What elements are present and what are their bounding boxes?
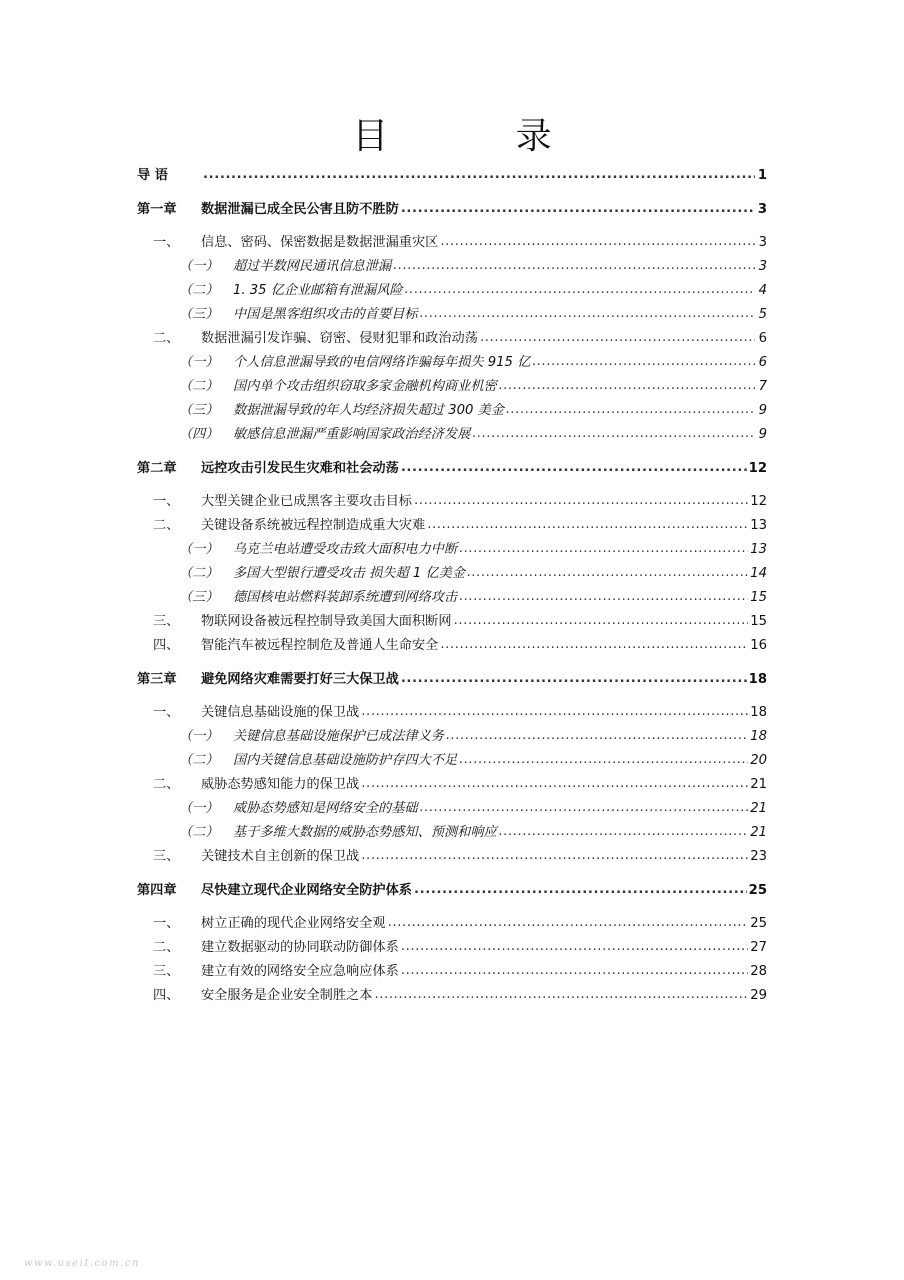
toc-entry-number: 一、 xyxy=(153,705,180,720)
toc-entry-number: 三、 xyxy=(153,614,180,629)
toc-chapter-entry[interactable] xyxy=(137,664,767,688)
toc-page-number: 12 xyxy=(750,494,767,509)
toc-entry-number: （二） xyxy=(179,566,219,581)
toc-section-entry[interactable] xyxy=(137,630,767,654)
toc-page-number: 20 xyxy=(750,753,767,768)
toc-dot-leader xyxy=(506,403,755,419)
toc-entry-title: 1. 35 亿企业邮箱有泄漏风险 xyxy=(233,283,403,298)
toc-dot-leader xyxy=(459,542,748,558)
toc-chapter-entry[interactable] xyxy=(137,194,767,218)
toc-dot-leader xyxy=(405,283,755,299)
toc-entry-number: 二、 xyxy=(153,518,180,533)
toc-page-number: 25 xyxy=(750,916,767,931)
toc-section-entry[interactable] xyxy=(137,932,767,956)
toc-dot-leader xyxy=(361,705,748,721)
toc-dot-leader xyxy=(361,849,748,865)
toc-entry-number: （二） xyxy=(179,753,219,768)
toc-subsection-entry[interactable] xyxy=(137,275,767,299)
toc-entry-number: 二、 xyxy=(153,777,180,792)
toc-entry-title: 敏感信息泄漏严重影响国家政治经济发展 xyxy=(233,427,471,442)
toc-entry-title: 中国是黑客组织攻击的首要目标 xyxy=(233,307,418,322)
toc-subsection-entry[interactable] xyxy=(137,251,767,275)
toc-entry-number: （一） xyxy=(179,259,219,274)
toc-entry-number: 三、 xyxy=(153,964,180,979)
toc-entry-number: （二） xyxy=(179,283,219,298)
toc-dot-leader xyxy=(393,259,755,275)
toc-dot-leader xyxy=(480,331,755,347)
toc-page-number: 18 xyxy=(750,705,767,720)
toc-section-entry[interactable] xyxy=(137,769,767,793)
toc-entry-title: 智能汽车被远程控制危及普通人生命安全 xyxy=(201,638,439,653)
toc-page-number: 9 xyxy=(758,427,767,442)
toc-entry-number: （二） xyxy=(179,379,219,394)
toc-subsection-entry[interactable] xyxy=(137,558,767,582)
toc-subsection-entry[interactable] xyxy=(137,817,767,841)
toc-subsection-entry[interactable] xyxy=(137,793,767,817)
toc-dot-leader xyxy=(401,940,748,956)
toc-section-entry[interactable] xyxy=(137,841,767,865)
toc-entry-number: 二、 xyxy=(153,331,180,346)
toc-page-number: 15 xyxy=(750,590,767,605)
toc-entry-title: 威胁态势感知是网络安全的基础 xyxy=(233,801,418,816)
table-of-contents xyxy=(137,160,767,1004)
toc-entry-title: 尽快建立现代企业网络安全防护体系 xyxy=(201,883,412,898)
toc-page-number: 16 xyxy=(750,638,767,653)
toc-section-entry[interactable] xyxy=(137,486,767,510)
toc-page-number: 6 xyxy=(758,355,767,370)
toc-subsection-entry[interactable] xyxy=(137,299,767,323)
page-title: 目 录 xyxy=(352,116,610,157)
toc-page-number: 13 xyxy=(750,518,767,533)
toc-dot-leader xyxy=(203,168,755,184)
toc-subsection-entry[interactable] xyxy=(137,371,767,395)
toc-section-entry[interactable] xyxy=(137,323,767,347)
toc-entry-number: （四） xyxy=(179,427,219,442)
toc-page-number: 18 xyxy=(748,672,767,687)
toc-dot-leader xyxy=(401,202,755,218)
toc-entry-title: 基于多维大数据的威胁态势感知、预测和响应 xyxy=(233,825,497,840)
toc-dot-leader xyxy=(499,825,748,841)
toc-entry-number: 一、 xyxy=(153,235,180,250)
toc-dot-leader xyxy=(440,235,755,251)
toc-entry-number: （一） xyxy=(179,729,219,744)
watermark: www.useit.com.cn xyxy=(24,1258,140,1269)
toc-entry-title: 避免网络灾难需要打好三大保卫战 xyxy=(201,672,399,687)
toc-dot-leader xyxy=(532,355,755,371)
toc-page-number: 29 xyxy=(750,988,767,1003)
toc-dot-leader xyxy=(420,307,755,323)
toc-entry-title: 建立数据驱动的协同联动防御体系 xyxy=(201,940,399,955)
toc-entry-number: （三） xyxy=(179,590,219,605)
toc-entry-number: （一） xyxy=(179,801,219,816)
toc-dot-leader xyxy=(374,988,748,1004)
toc-page-number: 23 xyxy=(750,849,767,864)
toc-dot-leader xyxy=(446,729,748,745)
toc-entry-number: 四、 xyxy=(153,988,180,1003)
toc-entry-number: 一、 xyxy=(153,494,180,509)
toc-page-number: 3 xyxy=(757,202,767,217)
toc-subsection-entry[interactable] xyxy=(137,419,767,443)
toc-page-number: 6 xyxy=(758,331,767,346)
toc-dot-leader xyxy=(401,964,748,980)
toc-entry-title: 远控攻击引发民生灾难和社会动荡 xyxy=(201,461,399,476)
toc-entry-number: 二、 xyxy=(153,940,180,955)
toc-subsection-entry[interactable] xyxy=(137,582,767,606)
toc-page-number: 9 xyxy=(758,403,767,418)
toc-entry-number: （三） xyxy=(179,403,219,418)
toc-entry-title: 关键设备系统被远程控制造成重大灾难 xyxy=(201,518,426,533)
toc-entry-title: 数据泄漏已成全民公害且防不胜防 xyxy=(201,202,399,217)
toc-page-number: 21 xyxy=(750,825,767,840)
toc-entry-number: 三、 xyxy=(153,849,180,864)
toc-entry-title: 数据泄漏导致的年人均经济损失超过 300 美金 xyxy=(233,403,504,418)
toc-entry-number: （二） xyxy=(179,825,219,840)
toc-section-entry[interactable] xyxy=(137,697,767,721)
toc-section-entry[interactable] xyxy=(137,510,767,534)
toc-entry-number: 一、 xyxy=(153,916,180,931)
toc-subsection-entry[interactable] xyxy=(137,347,767,371)
toc-entry-number: 第三章 xyxy=(137,672,177,687)
toc-entry-title: 大型关键企业已成黑客主要攻击目标 xyxy=(201,494,412,509)
toc-dot-leader xyxy=(459,590,748,606)
toc-subsection-entry[interactable] xyxy=(137,395,767,419)
toc-page-number: 21 xyxy=(750,777,767,792)
toc-dot-leader xyxy=(414,883,747,899)
toc-dot-leader xyxy=(427,518,748,534)
toc-section-entry[interactable] xyxy=(137,908,767,932)
toc-dot-leader xyxy=(454,614,749,630)
toc-entry-title: 超过半数网民通讯信息泄漏 xyxy=(233,259,392,274)
toc-page-number: 1 xyxy=(757,168,767,183)
toc-subsection-entry[interactable] xyxy=(137,745,767,769)
toc-entry-title: 树立正确的现代企业网络安全观 xyxy=(201,916,386,931)
toc-page-number: 25 xyxy=(748,883,767,898)
toc-section-entry[interactable] xyxy=(137,227,767,251)
toc-entry-title: 关键信息基础设施的保卫战 xyxy=(201,705,360,720)
toc-section-entry[interactable] xyxy=(137,980,767,1004)
toc-page-number: 3 xyxy=(758,259,767,274)
toc-page-number: 27 xyxy=(750,940,767,955)
toc-entry-title: 乌克兰电站遭受攻击致大面积电力中断 xyxy=(233,542,458,557)
toc-entry-title: 物联网设备被远程控制导致美国大面积断网 xyxy=(201,614,452,629)
toc-entry-title: 多国大型银行遭受攻击 损失超 1 亿美金 xyxy=(233,566,465,581)
toc-dot-leader xyxy=(401,672,747,688)
toc-entry-number: 导 语 xyxy=(137,168,168,183)
toc-entry-number: （一） xyxy=(179,355,219,370)
toc-dot-leader xyxy=(499,379,755,395)
toc-entry-number: （一） xyxy=(179,542,219,557)
toc-page-number: 4 xyxy=(758,283,767,298)
toc-entry-title: 数据泄漏引发诈骗、窃密、侵财犯罪和政治动荡 xyxy=(201,331,478,346)
toc-dot-leader xyxy=(388,916,749,932)
toc-entry-title: 关键技术自主创新的保卫战 xyxy=(201,849,360,864)
toc-page-number: 21 xyxy=(750,801,767,816)
toc-section-entry[interactable] xyxy=(137,606,767,630)
toc-entry-number: 四、 xyxy=(153,638,180,653)
toc-page-number: 15 xyxy=(750,614,767,629)
toc-entry-title: 威胁态势感知能力的保卫战 xyxy=(201,777,360,792)
toc-subsection-entry[interactable] xyxy=(137,721,767,745)
toc-entry-title: 安全服务是企业安全制胜之本 xyxy=(201,988,373,1003)
toc-entry-title: 德国核电站燃料装卸系统遭到网络攻击 xyxy=(233,590,458,605)
toc-dot-leader xyxy=(414,494,748,510)
toc-entry-title: 建立有效的网络安全应急响应体系 xyxy=(201,964,399,979)
toc-entry-title: 国内关键信息基础设施防护存四大不足 xyxy=(233,753,458,768)
toc-dot-leader xyxy=(361,777,748,793)
toc-entry-title: 关键信息基础设施保护已成法律义务 xyxy=(233,729,444,744)
toc-section-entry[interactable] xyxy=(137,956,767,980)
toc-entry-number: （三） xyxy=(179,307,219,322)
toc-dot-leader xyxy=(467,566,748,582)
toc-dot-leader xyxy=(440,638,748,654)
toc-page-number: 7 xyxy=(758,379,767,394)
toc-page-number: 12 xyxy=(748,461,767,476)
toc-entry-title: 信息、密码、保密数据是数据泄漏重灾区 xyxy=(201,235,439,250)
toc-page-number: 3 xyxy=(758,235,767,250)
toc-entry-number: 第二章 xyxy=(137,461,177,476)
toc-page-number: 14 xyxy=(750,566,767,581)
toc-entry-number: 第四章 xyxy=(137,883,177,898)
toc-dot-leader xyxy=(420,801,749,817)
toc-dot-leader xyxy=(472,427,755,443)
toc-page-number: 28 xyxy=(750,964,767,979)
toc-entry-number: 第一章 xyxy=(137,202,177,217)
toc-page-number: 5 xyxy=(758,307,767,322)
toc-entry-title: 个人信息泄漏导致的电信网络诈骗每年损失 915 亿 xyxy=(233,355,531,370)
toc-subsection-entry[interactable] xyxy=(137,534,767,558)
toc-chapter-entry[interactable] xyxy=(137,160,767,184)
toc-page-number: 18 xyxy=(750,729,767,744)
toc-page-number: 13 xyxy=(750,542,767,557)
toc-dot-leader xyxy=(459,753,748,769)
toc-chapter-entry[interactable] xyxy=(137,875,767,899)
toc-chapter-entry[interactable] xyxy=(137,453,767,477)
toc-entry-title: 国内单个攻击组织窃取多家金融机构商业机密 xyxy=(233,379,497,394)
toc-dot-leader xyxy=(401,461,747,477)
